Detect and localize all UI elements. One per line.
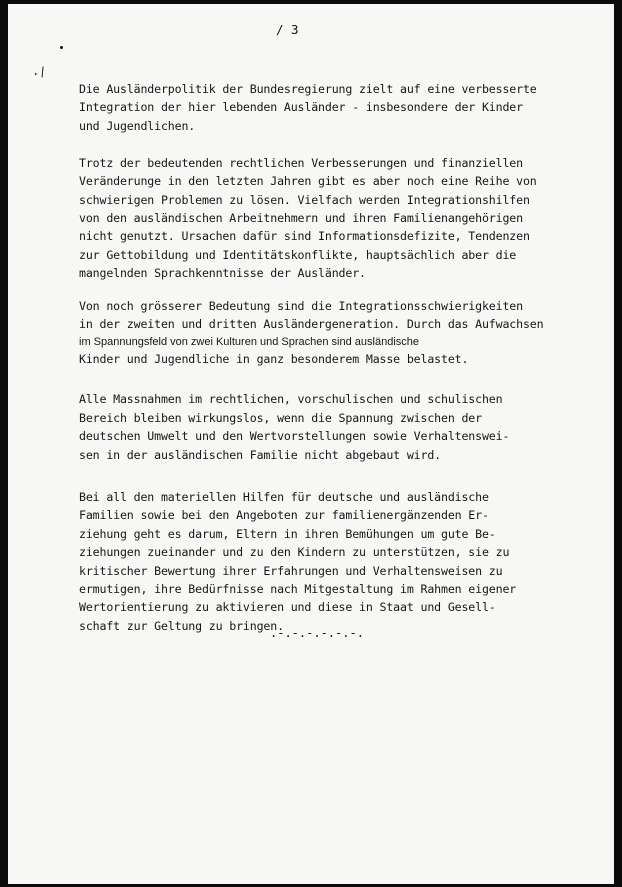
closing-separator: .-.-.-.-.-.-. (270, 626, 364, 640)
text-line: ermutigen, ihre Bedürfnisse nach Mitgestaltung im Rahmen eigener (79, 581, 517, 596)
paragraph-4 (79, 390, 599, 464)
text-line: Von noch grösserer Bedeutung sind die Integrationsschwierigkeiten (79, 299, 523, 314)
text-line: Integration der hier lebenden Ausländer - insbesondere der Kinder (79, 100, 523, 115)
text-line: ziehung geht es darum, Eltern in ihren Bemühungen um gute Be- (79, 526, 496, 541)
text-line: schwierigen Problemen zu lösen. Vielfach werden Integrationshilfen (79, 192, 530, 207)
text-line: im Spannungsfeld von zwei Kulturen und Sprachen sind ausländische (79, 335, 419, 348)
text-line: kritischer Bewertung ihrer Erfahrungen und Verhaltensweisen zu (79, 563, 503, 578)
text-line: ziehungen zueinander und zu den Kindern zu unterstützen, sie zu (79, 545, 510, 560)
text-line: Veränderunge in den letzten Jahren gibt es aber noch eine Reihe von (79, 174, 537, 189)
text-line: sen in der ausländischen Familie nicht abgebaut wird. (79, 447, 441, 462)
scan-speck (60, 46, 63, 49)
text-line: von den ausländischen Arbeitnehmern und ihren Familienangehörigen (79, 210, 523, 225)
text-line: nicht genutzt. Ursachen dafür sind Informationsdefizite, Tendenzen (79, 229, 530, 244)
text-line: Wertorientierung zu aktivieren und diese in Staat und Gesell- (79, 600, 496, 615)
text-line: und Jugendlichen. (79, 118, 196, 133)
paragraph-3 (79, 297, 599, 368)
scan-mark: ·/ (30, 63, 49, 83)
document-body (79, 80, 599, 654)
page-number: / 3 (276, 22, 299, 37)
text-line: zur Gettobildung und Identitätskonflikte, hauptsächlich aber die (79, 247, 517, 262)
text-line: in der zweiten und dritten Ausländergeneration. Durch das Aufwachsen (79, 317, 544, 332)
paragraph-1 (79, 80, 599, 135)
text-line: Kinder und Jugendliche in ganz besonderem Masse belastet. (79, 351, 469, 366)
text-line: schaft zur Geltung zu bringen. (79, 618, 284, 633)
text-line: Alle Massnahmen im rechtlichen, vorschulischen und schulischen (79, 392, 503, 407)
text-line: Bereich bleiben wirkungslos, wenn die Spannung zwischen der (79, 410, 482, 425)
text-line: mangelnden Sprachkenntnisse der Ausländer. (79, 266, 366, 281)
text-line: Familien sowie bei den Angeboten zur familienergänzenden Er- (79, 508, 489, 523)
paragraph-2 (79, 154, 599, 283)
paragraph-5 (79, 488, 599, 635)
text-line: Die Ausländerpolitik der Bundesregierung zielt auf eine verbesserte (79, 82, 537, 96)
text-line: deutschen Umwelt und den Wertvorstellungen sowie Verhaltenswei- (79, 429, 510, 444)
text-line: Bei all den materiellen Hilfen für deutsche und ausländische (79, 489, 489, 504)
document-page (8, 4, 614, 884)
text-line: Trotz der bedeutenden rechtlichen Verbesserungen und finanziellen (79, 155, 523, 170)
